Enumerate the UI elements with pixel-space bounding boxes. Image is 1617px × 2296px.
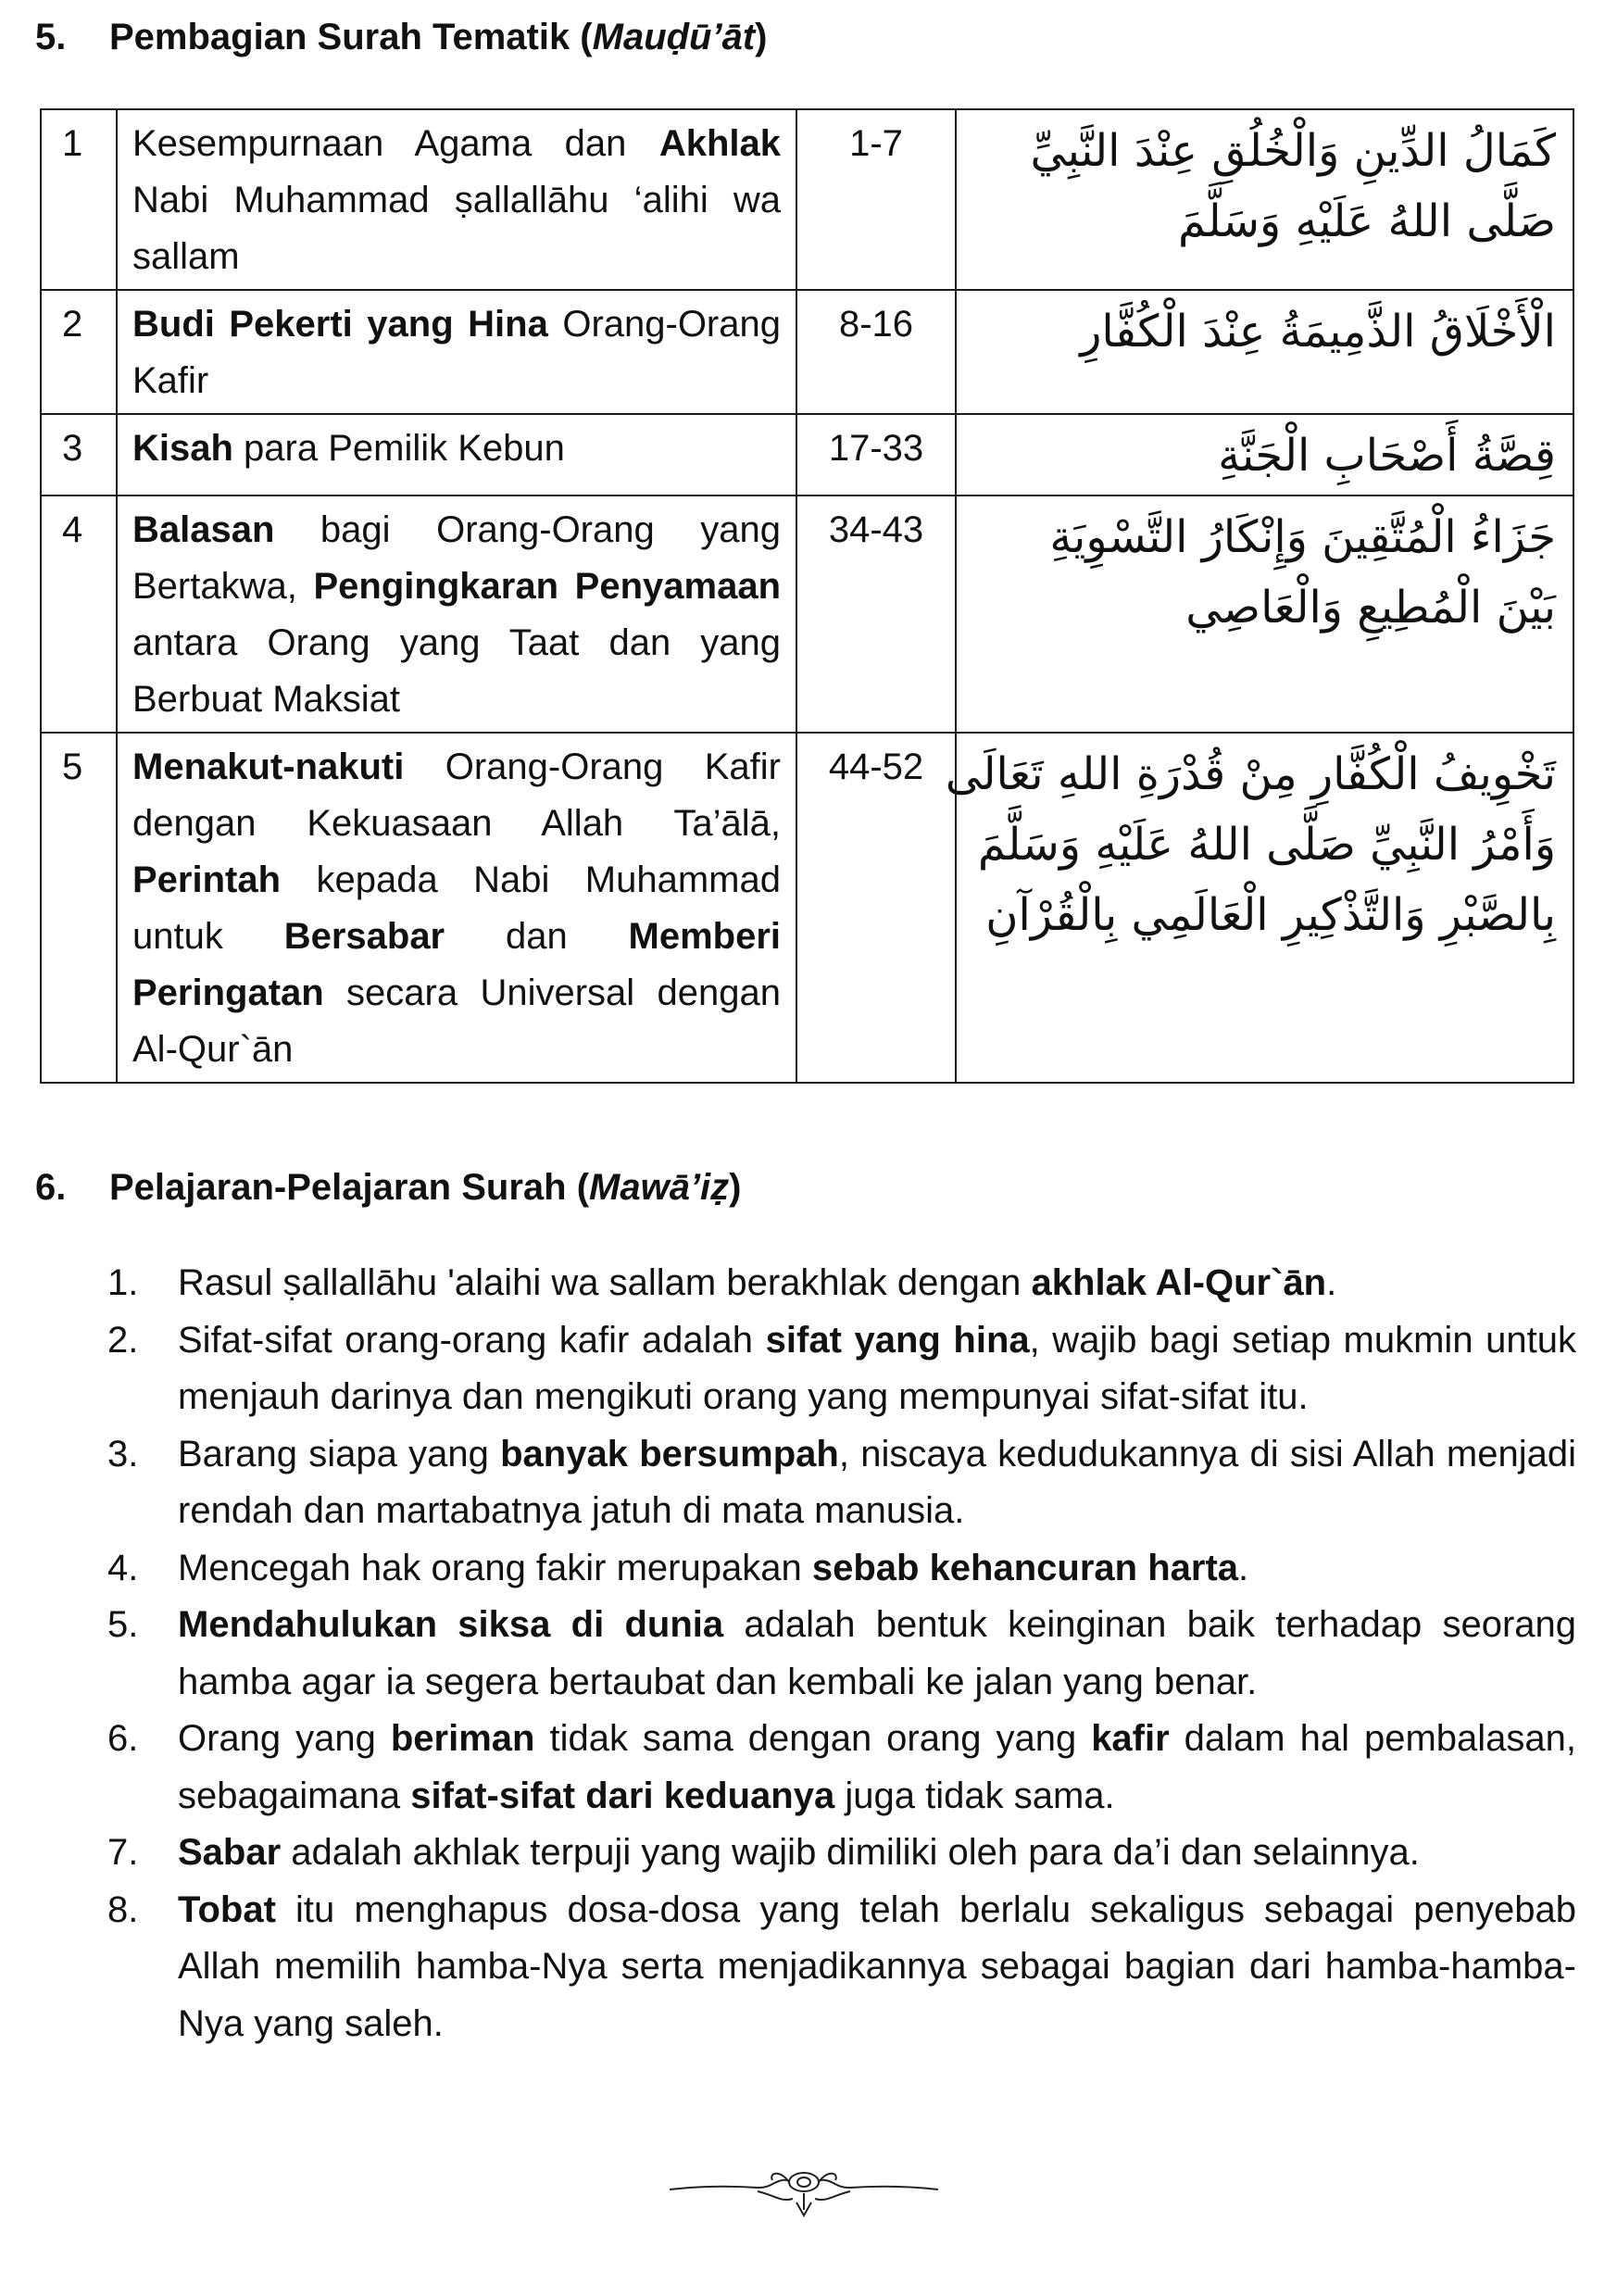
row-verse-range: 17-33	[796, 414, 956, 496]
arabic-line: كَمَالُ الدِّينِ وَالْخُلُقِ عِنْدَ النَّبِيِّ	[1030, 125, 1556, 177]
ornament-divider-icon	[665, 2158, 943, 2232]
lesson-keyword: Tobat	[178, 1888, 276, 1930]
topic-text: bagi Orang-Orang yang Bertakwa,	[132, 509, 781, 607]
lesson-text: Orang yang	[178, 1718, 391, 1759]
arabic-line: بَيْنَ الْمُطِيعِ وَالْعَاصِي	[1185, 582, 1556, 634]
arabic-line: الْأَخْلَاقُ الذَّمِيمَةُ عِنْدَ الْكُفَّارِ	[1080, 306, 1556, 358]
topic-text: para Pemilik Kebun	[232, 428, 565, 469]
lesson-text: itu menghapus dosa-dosa yang telah berlalu sekaligus sebagai penyebab Allah memilih hamba-Nya serta menjadikannya sebagai bagian dari hamba-hamba-Nya yang saleh.	[178, 1888, 1576, 2044]
lesson-text: juga tidak sama.	[834, 1775, 1115, 1816]
topic-text: dan	[445, 916, 629, 957]
row-verse-range: 8-16	[796, 290, 956, 414]
topic-keyword: Budi Pekerti yang Hina	[132, 304, 548, 345]
topic-text: antara Orang yang Taat dan yang Berbuat Maksiat	[132, 622, 781, 720]
lesson-item	[100, 1312, 1576, 1426]
lesson-number: 5.	[107, 1604, 139, 1645]
row-arabic-title	[945, 733, 1573, 1083]
topic-text: Kesempurnaan Agama dan	[132, 123, 659, 164]
lesson-text: Mencegah hak orang fakir merupakan	[178, 1547, 812, 1588]
row-arabic-title	[956, 290, 1573, 414]
lesson-item	[100, 1825, 1576, 1882]
row-number: 4	[41, 496, 117, 733]
arabic-line: وَأَمْرُ النَّبِيِّ صَلَّى اللهُ عَلَيْهِ وَسَلَّمَ	[977, 819, 1556, 871]
lesson-keyword: beriman	[390, 1718, 535, 1759]
lesson-text: Rasul ṣallallāhu 'alaihi wa sallam berakhlak dengan	[178, 1262, 1032, 1303]
row-number: 2	[41, 290, 117, 414]
section-5-title: Pembagian Surah Tematik (Mauḍū’āt)	[109, 17, 768, 57]
topic-keyword: Memberi Peringatan	[132, 916, 782, 1013]
topic-text: Orang-Orang Kafir	[132, 304, 781, 401]
lessons-list	[100, 1255, 1576, 2052]
section-5-heading	[35, 19, 768, 56]
row-arabic-title	[956, 496, 1573, 733]
lesson-item	[100, 1597, 1576, 1711]
lesson-text: tidak sama dengan orang yang	[534, 1718, 1092, 1759]
lesson-text: dalam hal pembalasan, sebagaimana	[178, 1718, 1576, 1816]
topic-keyword: Akhlak	[658, 123, 781, 164]
row-topic	[117, 496, 796, 733]
arabic-line: جَزَاءُ الْمُتَّقِينَ وَإِنْكَارُ التَّسْوِيَةِ	[1049, 511, 1556, 563]
lesson-keyword: kafir	[1091, 1718, 1170, 1759]
lesson-number: 4.	[107, 1547, 139, 1588]
topic-keyword: Balasan	[132, 509, 275, 550]
topic-text: kepada Nabi Muhammad untuk	[132, 859, 781, 957]
topic-keyword: Kisah	[132, 428, 233, 469]
row-verse-range: 44-52	[796, 733, 956, 1083]
section-6-title: Pelajaran-Pelajaran Surah (Mawā’iẓ)	[109, 1167, 742, 1208]
section-6-heading	[35, 1169, 742, 1206]
lesson-keyword: Mendahulukan siksa di dunia	[178, 1604, 724, 1645]
lesson-text: .	[1238, 1547, 1249, 1588]
row-arabic-title	[956, 109, 1573, 290]
row-verse-range: 1-7	[796, 109, 956, 290]
table-row	[41, 496, 1573, 733]
lesson-text: Barang siapa yang	[178, 1433, 501, 1474]
lesson-text: adalah bentuk keinginan baik terhadap seorang hamba agar ia segera bertaubat dan kembali ke jalan yang benar.	[178, 1604, 1577, 1702]
lesson-keyword: sifat yang hina	[765, 1319, 1030, 1361]
lesson-keyword: sebab kehancuran harta	[811, 1547, 1239, 1588]
lesson-item	[100, 1540, 1576, 1598]
row-number: 1	[41, 109, 117, 290]
lesson-keyword: banyak bersumpah	[500, 1433, 839, 1474]
lesson-number: 2.	[107, 1319, 139, 1361]
lesson-text: .	[1326, 1262, 1337, 1303]
topic-keyword: Menakut-nakuti	[132, 747, 405, 787]
row-topic	[117, 733, 796, 1083]
lesson-number: 3.	[107, 1433, 139, 1474]
row-topic	[117, 414, 796, 496]
table-row	[41, 109, 1573, 290]
table-row	[41, 414, 1573, 496]
row-verse-range: 34-43	[796, 496, 956, 733]
row-topic	[117, 109, 796, 290]
arabic-line: تَخْوِيفُ الْكُفَّارِ مِنْ قُدْرَةِ اللهِ تَعَالَى	[945, 748, 1556, 800]
row-arabic-title	[956, 414, 1573, 496]
topic-keyword: Pengingkaran Penyamaan	[313, 566, 781, 607]
lesson-number: 7.	[107, 1832, 139, 1873]
lesson-text: adalah akhlak terpuji yang wajib dimiliki oleh para da’i dan selainnya.	[281, 1832, 1420, 1873]
lesson-item	[100, 1426, 1576, 1540]
arabic-line: قِصَّةُ أَصْحَابِ الْجَنَّةِ	[1218, 430, 1556, 482]
lesson-number: 8.	[107, 1888, 139, 1930]
topic-text: Orang-Orang Kafir dengan Kekuasaan Allah Ta’ālā,	[132, 747, 781, 844]
table-row	[41, 290, 1573, 414]
lesson-item	[100, 1711, 1576, 1825]
section-5-number: 5.	[35, 17, 67, 57]
arabic-line: صَلَّى اللهُ عَلَيْهِ وَسَلَّمَ	[1178, 195, 1556, 247]
section-6-number: 6.	[35, 1167, 67, 1208]
lesson-number: 1.	[107, 1262, 139, 1303]
lesson-text: , niscaya kedudukannya di sisi Allah menjadi rendah dan martabatnya jatuh di mata manusia.	[178, 1433, 1577, 1531]
lesson-item	[100, 1255, 1576, 1312]
lesson-text: Sifat-sifat orang-orang kafir adalah	[178, 1319, 766, 1361]
lesson-keyword: Sabar	[178, 1832, 282, 1873]
topic-text: secara Universal dengan Al-Qur`ān	[132, 972, 781, 1070]
lesson-keyword: sifat-sifat dari keduanya	[410, 1775, 835, 1816]
topic-keyword: Bersabar	[283, 916, 445, 957]
lesson-number: 6.	[107, 1718, 139, 1759]
lesson-keyword: akhlak Al-Qur`ān	[1031, 1262, 1327, 1303]
arabic-line: بِالصَّبْرِ وَالتَّذْكِيرِ الْعَالَمِي بِالْقُرْآنِ	[985, 889, 1556, 941]
topic-text: Nabi Muhammad ṣallallāhu ‘alihi wa sallam	[132, 180, 781, 277]
lesson-item	[100, 1882, 1576, 2053]
row-number: 3	[41, 414, 117, 496]
topic-keyword: Perintah	[132, 859, 282, 900]
row-topic	[117, 290, 796, 414]
lesson-text: , wajib bagi setiap mukmin untuk menjauh darinya dan mengikuti orang yang mempunyai sifat-sifat itu.	[178, 1319, 1576, 1417]
table-row	[41, 733, 1573, 1083]
thematic-division-table	[40, 108, 1574, 1084]
row-number: 5	[41, 733, 117, 1083]
